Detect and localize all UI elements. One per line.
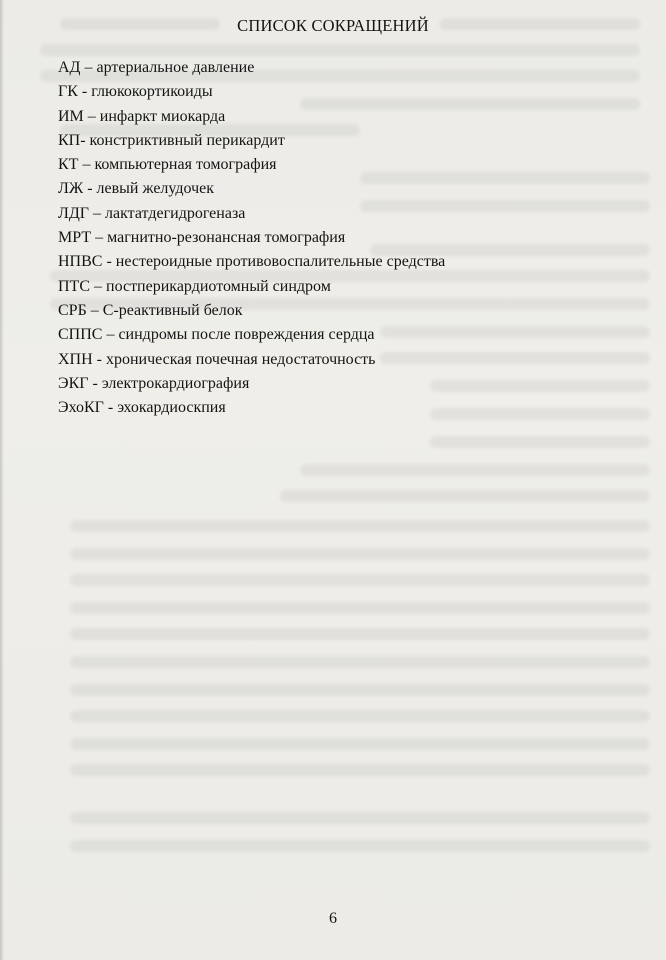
list-item: КТ – компьютерная томография [58,156,277,174]
page-title: СПИСОК СОКРАЩЕНИЙ [237,16,429,35]
list-item: ИМ – инфаркт миокарда [58,107,226,125]
scan-edge-shadow [0,0,4,960]
list-item: ПТС – постперикардиотомный синдром [58,277,331,295]
list-item: НПВС - нестероидные противовоспалительные средства [58,253,446,271]
list-item: АД – артериальное давление [58,59,255,76]
list-item: ЛДГ – лактатдегидрогеназа [58,204,246,222]
list-item: МРТ – магнитно-резонансная томография [58,229,346,247]
list-item: ЭхоКГ - эхокардиоскпия [58,399,226,417]
list-item: СППС – синдромы после повреждения сердца [58,326,375,344]
list-item: ХПН - хроническая почечная недостаточность [58,350,376,368]
list-item: КП- констриктивный перикардит [58,131,285,149]
abbreviation-list [58,56,638,420]
list-item: ЛЖ - левый желудочек [58,180,215,198]
list-item: ЭКГ - электрокардиография [58,374,250,392]
list-item: ГК - глюкокортикоиды [58,83,213,101]
page-number: 6 [329,910,337,927]
list-item: СРБ – С-реактивный белок [58,301,243,319]
